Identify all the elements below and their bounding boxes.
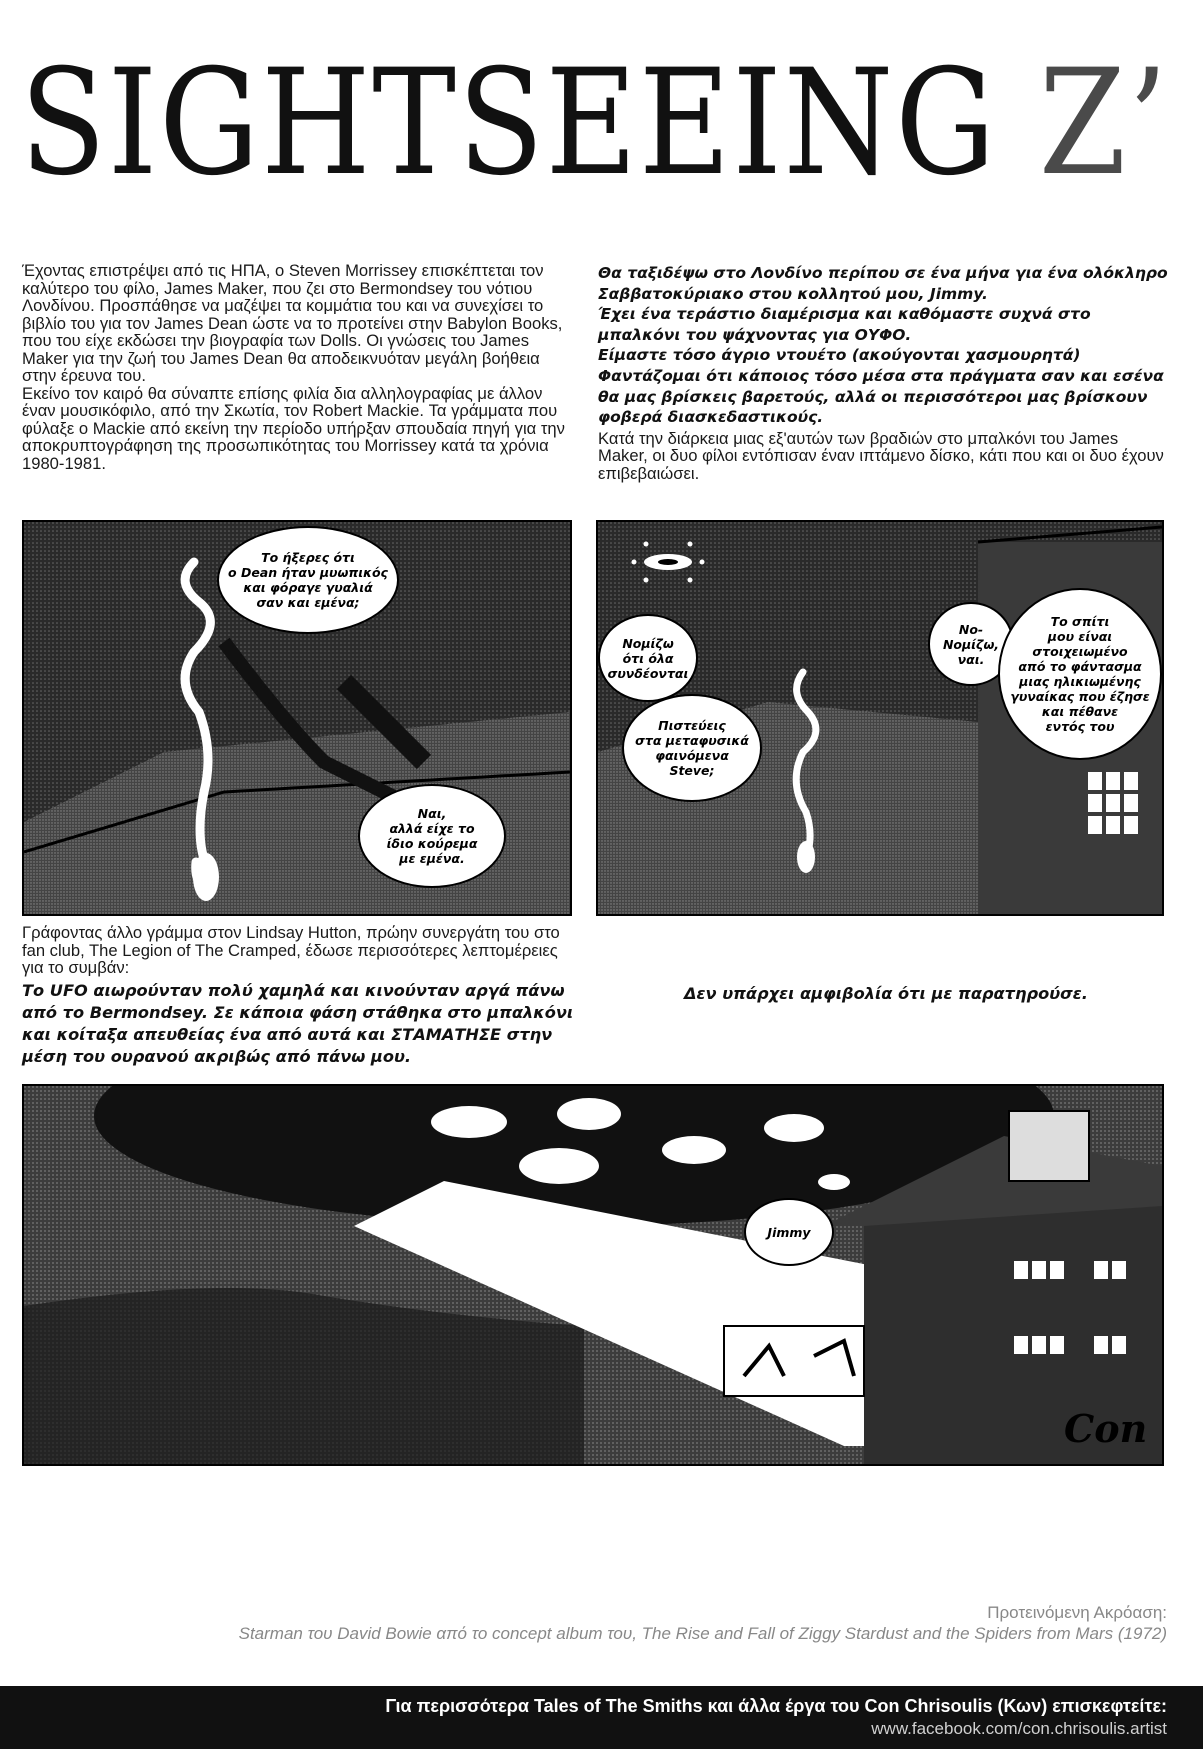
ufo-beam-illustration [24, 1086, 1162, 1464]
letter-line: Είμαστε τόσο άγριο ντουέτο (ακούγονται χασμουρητά) [598, 346, 1081, 365]
comic-panel-rooftop [22, 520, 572, 916]
letter-line: Θα ταξιδέψω στο Λονδίνο περίπου σε ένα μήνα για ένα ολόκληρο Σαββατοκύριακο στου κολλητού μου, Jimmy. [598, 264, 1168, 303]
letter-line: Φαντάζομαι ότι κάποιος τόσο μέσα στα πράγματα σαν και εσένα θα μας βρίσκεις βαρετούς, αλλά οι περισσότεροι μας βρίσκουν φοβερά διασκεδαστικούς. [598, 366, 1164, 427]
letter-excerpt-1 [598, 263, 1170, 428]
middle-prose: Γράφοντας άλλο γράμμα στον Lindsay Hutton, πρώην συνεργάτη του στο fan club, The Legion of The Cramped, έδωσε περισσότερες λεπτομέρειες για το συμβάν: [22, 923, 560, 977]
recommended-listening [239, 1602, 1167, 1644]
speech-bubble-haircut-answer: Ναι, αλλά είχε το ίδιο κούρεμα με εμένα. [358, 784, 506, 888]
title-text: SIGHTSEEING [20, 38, 998, 208]
speech-bubble-no-yes: Νο- Νομίζω, ναι. [928, 602, 1014, 686]
speech-bubble-haunted-house: Το σπίτι μου είναι στοιχειωμένο από το φάντασμα μιας ηλικιωμένης γυναίκας που έζησε και πέθανε εντός του [998, 588, 1162, 760]
speech-bubble-jimmy: Jimmy [744, 1198, 834, 1266]
page-title [20, 28, 1170, 218]
artist-signature: Con [1064, 1406, 1148, 1451]
window-grid [1088, 772, 1138, 834]
intro-right-column [598, 263, 1170, 482]
chimney [1009, 1111, 1089, 1181]
speech-bubble-dean-question: Το ήξερες ότι ο Dean ήταν μυωπικός και φόραγε γυαλιά σαν και εμένα; [217, 526, 399, 634]
title-mark: Z’ [1038, 38, 1170, 208]
lit-balcony [724, 1326, 864, 1396]
footer-promo: Για περισσότερα Tales of The Smiths και άλλα έργα του Con Chrisoulis (Κων) επισκεφτείτε: [385, 1696, 1167, 1716]
ufo-letter-excerpt: Το UFO αιωρούνταν πολύ χαμηλά και κινούνταν αργά πάνω από το Bermondsey. Σε κάποια φάση στάθηκα στο μπαλκόνι και κοίταξα απευθείας ένα από αυτά και ΣΤΑΜΑΤΗΣΕ στην μέση του ουρανού ακριβώς από πάνω μου. [22, 981, 574, 1066]
recommended-label: Προτεινόμενη Ακρόαση: [987, 1603, 1167, 1622]
letter-line: Έχει ένα τεράστιο διαμέρισμα και καθόμαστε συχνά στο μπαλκόνι του ψάχνοντας για ΟΥΦΟ. [598, 305, 1091, 344]
footer-link[interactable]: www.facebook.com/con.chrisoulis.artist [871, 1719, 1167, 1738]
observed-line: Δεν υπάρχει αμφιβολία ότι με παρατηρούσε. [684, 984, 1088, 1003]
intro-paragraph-2: Εκείνο τον καιρό θα σύναπτε επίσης φιλία δια αλληλογραφίας με άλλον έναν μουσικόφιλο, από την Σκωτία, τον Robert Mackie. Τα γράμματα που φύλαξε ο Mackie από εκείνη την περίοδο υπήρξαν σπουδαία πηγή για την αποκρυπτογράφηση της προσωπικότητας του Morrissey κατά τα χρόνια 1980-1981. [22, 383, 565, 473]
intro-left-column [22, 262, 567, 472]
comic-panel-ufo-beam [22, 1084, 1164, 1466]
speech-bubble-connected: Νομίζω ότι όλα συνδέονται [598, 614, 698, 702]
comic-panel-balcony [596, 520, 1164, 916]
speech-bubble-metaphysics: Πιστεύεις στα μεταφυσικά φαινόμενα Steve; [622, 694, 762, 802]
intro-paragraph-1: Έχοντας επιστρέψει από τις ΗΠΑ, ο Steven Morrissey επισκέπτεται τον καλύτερο του φίλο, James Maker, που ζει στο Bermondsey του νότιου Λονδίνου. Προσπάθησε να μαζέψει τα κομμάτια του και να συνεχίσει το βιβλίο του για τον James Dean ώστε να το προτείνει στην Babylon Books, που του είχε εκδώσει την βιογραφία των Dolls. Οι γνώσεις του James Maker για την ζωή του James Dean θα αποδεικνυόταν μεγάλη βοήθεια στην έρευνα του. [22, 261, 563, 385]
intro-right-prose: Κατά την διάρκεια μιας εξ'αυτών των βραδιών στο μπαλκόνι του James Maker, οι δυο φίλοι εντόπισαν έναν ιπτάμενο δίσκο, κάτι που και οι δυο έχουν επιβεβαιώσει. [598, 428, 1164, 483]
footer-bar [0, 1686, 1203, 1749]
recommended-track: Starman του David Bowie από το concept album του, The Rise and Fall of Ziggy Stardust and the Spiders from Mars (1972) [238, 1624, 1167, 1643]
